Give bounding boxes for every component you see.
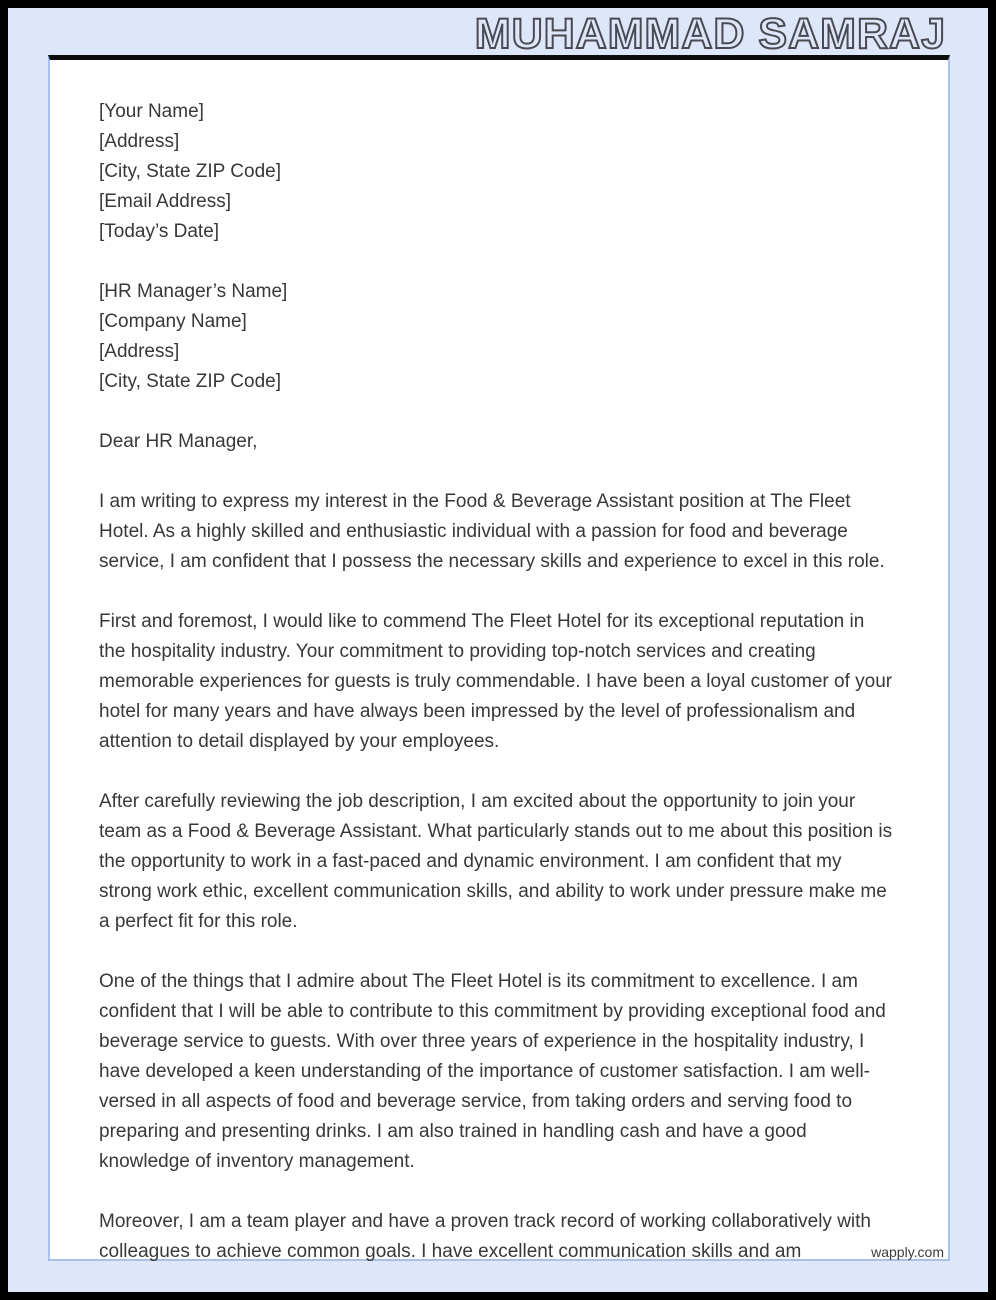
letter-body	[99, 97, 894, 1267]
watermark: wapply.com	[871, 1244, 944, 1260]
salutation: Dear HR Manager,	[99, 431, 258, 452]
paragraph-intro: I am writing to express my interest in the Food & Beverage Assistant position at The Fleet Hotel. As a highly skilled and enthusiastic individual with a passion for food and beverage service, I am confident that I possess the necessary skills and experience to excel in this role.	[99, 491, 885, 572]
recipient-name-line: [HR Manager’s Name]	[99, 281, 288, 302]
recipient-company-line: [Company Name]	[99, 311, 247, 332]
sender-name-line: [Your Name]	[99, 101, 204, 122]
recipient-address-block	[99, 277, 894, 397]
recipient-address-line: [Address]	[99, 341, 180, 362]
page-title: MUHAMMAD SAMRAJ	[474, 10, 946, 58]
sender-email-line: [Email Address]	[99, 191, 231, 212]
paragraph-teamwork: Moreover, I am a team player and have a proven track record of working collaboratively with colleagues to achieve common goals. I have excellent communication skills and am	[99, 1211, 871, 1262]
sender-address-line: [Address]	[99, 131, 180, 152]
recipient-city-line: [City, State ZIP Code]	[99, 371, 281, 392]
paragraph-experience: One of the things that I admire about The Fleet Hotel is its commitment to excellence. I am confident that I will be able to contribute to this commitment by providing exceptional food and beverage service to guests. With over three years of experience in the hospitality industry, I have developed a keen understanding of the importance of customer satisfaction. I am well-versed in all aspects of food and beverage service, from taking orders and serving food to preparing and presenting drinks. I am also trained in handling cash and have a good knowledge of inventory management.	[99, 971, 886, 1172]
sender-city-line: [City, State ZIP Code]	[99, 161, 281, 182]
sender-address-block	[99, 97, 894, 247]
paragraph-commendation: First and foremost, I would like to commend The Fleet Hotel for its exceptional reputation in the hospitality industry. Your commitment to providing top-notch services and creating memorable experiences for guests is truly commendable. I have been a loyal customer of your hotel for many years and have always been impressed by the level of professionalism and attention to detail displayed by your employees.	[99, 611, 893, 752]
sender-date-line: [Today’s Date]	[99, 221, 220, 242]
paragraph-fit: After carefully reviewing the job description, I am excited about the opportunity to join your team as a Food & Beverage Assistant. What particularly stands out to me about this position is the opportunity to work in a fast-paced and dynamic environment. I am confident that my strong work ethic, excellent communication skills, and ability to work under pressure make me a perfect fit for this role.	[99, 791, 893, 932]
